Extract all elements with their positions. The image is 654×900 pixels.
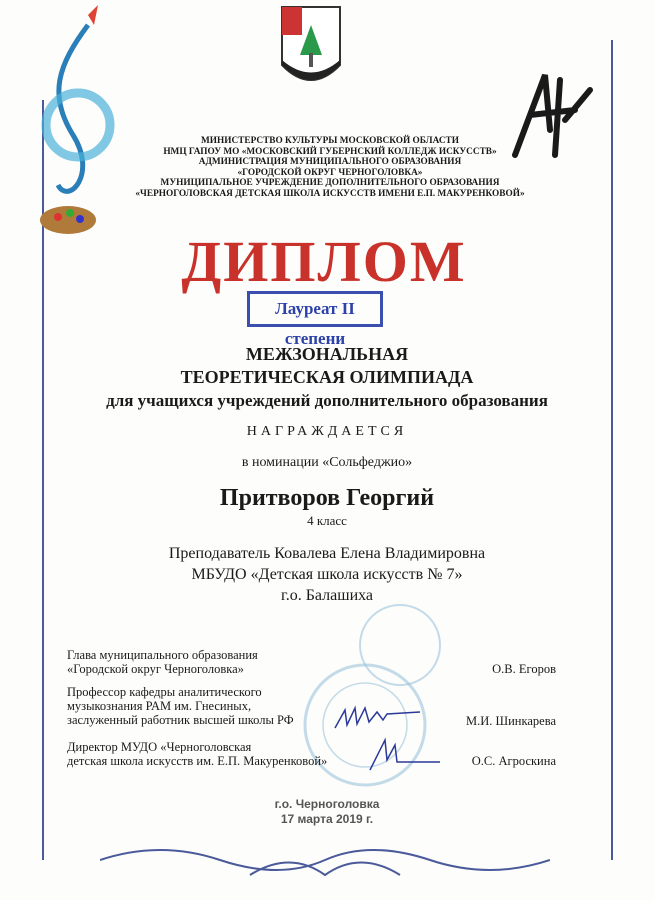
bottom-ornament-icon bbox=[100, 835, 550, 890]
signatory-role: заслуженный работник высшей школы РФ bbox=[67, 713, 294, 727]
header-line: МИНИСТЕРСТВО КУЛЬТУРЫ МОСКОВСКОЙ ОБЛАСТИ bbox=[201, 136, 459, 146]
document-title: ДИПЛОМ bbox=[181, 229, 467, 294]
signatory-role: музыкознания РАМ им. Гнесиных, bbox=[67, 699, 252, 713]
signatory-role: Профессор кафедры аналитического bbox=[67, 685, 262, 699]
event-line-1: МЕЖЗОНАЛЬНАЯ bbox=[245, 344, 409, 364]
signatory-role: Директор МУДО «Черноголовская bbox=[67, 740, 252, 754]
signature-block-1 bbox=[67, 648, 258, 676]
footer-place: г.о. Черноголовка bbox=[274, 797, 380, 811]
recipient-name: Притворов Георгий bbox=[219, 485, 435, 511]
recipient-grade: 4 класс bbox=[307, 513, 347, 528]
frame-right bbox=[611, 40, 613, 860]
handwritten-signatures-icon bbox=[325, 700, 445, 780]
signatory-role: «Городской округ Черноголовка» bbox=[67, 662, 244, 676]
signature-block-3 bbox=[67, 740, 327, 768]
signatory-role: детская школа искусств им. Е.П. Макуренковой» bbox=[67, 754, 328, 768]
header-line: АДМИНИСТРАЦИЯ МУНИЦИПАЛЬНОГО ОБРАЗОВАНИЯ bbox=[198, 157, 462, 167]
header-line: НМЦ ГАПОУ МО «МОСКОВСКИЙ ГУБЕРНСКИЙ КОЛЛЕДЖ ИСКУССТВ» bbox=[163, 146, 497, 157]
award-stamp: Лауреат II степени bbox=[247, 291, 383, 327]
header-line: «ГОРОДСКОЙ ОКРУГ ЧЕРНОГОЛОВКА» bbox=[237, 167, 423, 178]
music-school-logo-icon bbox=[28, 5, 118, 245]
event-line-3: для учащихся учреждений дополнительного образования bbox=[106, 391, 548, 410]
organizers-header bbox=[95, 136, 565, 199]
signatory-name: О.С. Агроскина bbox=[471, 754, 556, 768]
coat-of-arms-icon bbox=[280, 5, 342, 97]
footer-date: 17 марта 2019 г. bbox=[280, 812, 374, 826]
signatory-name: О.В. Егоров bbox=[492, 662, 556, 676]
teacher: Преподаватель Ковалева Елена Владимировна bbox=[168, 545, 486, 562]
nomination: в номинации «Сольфеджио» bbox=[241, 455, 413, 470]
signature-block-2 bbox=[67, 685, 294, 727]
signatory-role: Глава муниципального образования bbox=[67, 648, 258, 662]
signatory-name: М.И. Шинкарева bbox=[465, 714, 556, 728]
header-line: «ЧЕРНОГОЛОВСКАЯ ДЕТСКАЯ ШКОЛА ИСКУССТВ ИМЕНИ Е.П. МАКУРЕНКОВОЙ» bbox=[135, 188, 525, 199]
header-line: МУНИЦИПАЛЬНОЕ УЧРЕЖДЕНИЕ ДОПОЛНИТЕЛЬНОГО ОБРАЗОВАНИЯ bbox=[160, 178, 500, 188]
school: МБУДО «Детская школа искусств № 7» bbox=[191, 566, 463, 583]
city: г.о. Балашиха bbox=[280, 587, 374, 604]
event-line-2: ТЕОРЕТИЧЕСКАЯ ОЛИМПИАДА bbox=[180, 367, 474, 387]
awarded-label: НАГРАЖДАЕТСЯ bbox=[246, 424, 408, 439]
